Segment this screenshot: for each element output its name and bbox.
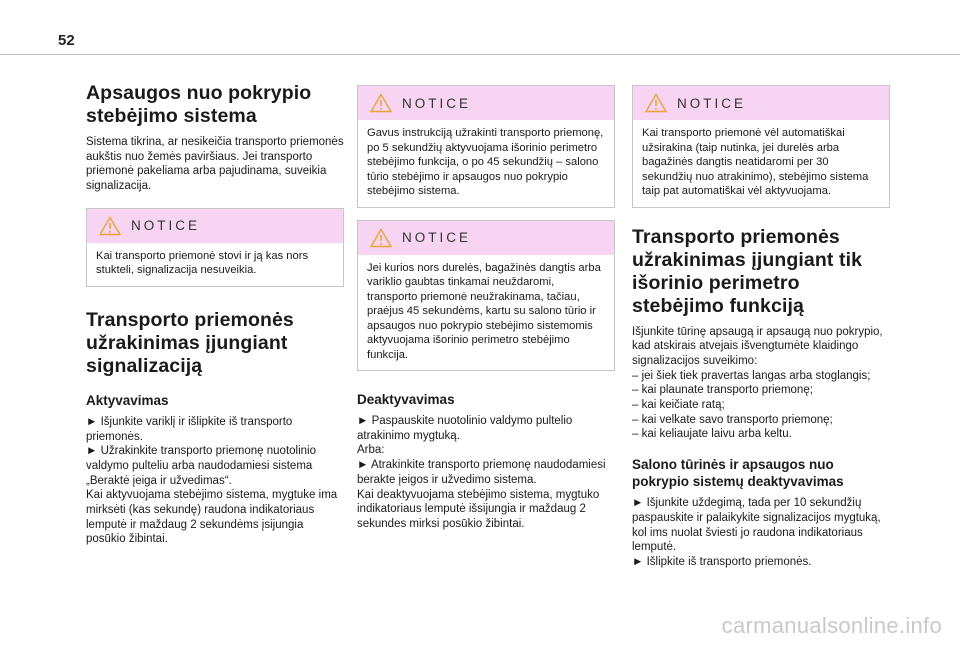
instruction-line: ► Išjunkite uždegimą, tada per 10 sekundžių paspauskite ir palaikykite signalizacijos mygtuką, kol ims nuolat šviesti jo raudona indikatoriaus lemputė. bbox=[632, 497, 881, 554]
warning-triangle-icon bbox=[645, 93, 667, 113]
notice-text: Jei kurios nors durelės, bagažinės dangtis arba variklio gaubtas tinkamai neuždaromi, transporto priemonė neužrakinama, tačiau, praėjus 45 sekundėms, kartu su salono tūrio ir apsaugos nuo pokrypio stebėjimo sistemomis aktyvuojama išorinio perimetro stebėjimo funkcija. bbox=[367, 261, 601, 361]
list-item: – kai keičiate ratą; bbox=[632, 399, 725, 412]
list-item: – kai velkate savo transporto priemonę; bbox=[632, 413, 833, 426]
notice-text: Kai transporto priemonė stovi ir ją kas nors stukteli, signalizacija nesuveikia. bbox=[96, 249, 309, 277]
notice-title: NOTICE bbox=[131, 218, 201, 234]
list-item: – jei šiek tiek pravertas langas arba stoglangis; bbox=[632, 369, 871, 382]
notice-title: NOTICE bbox=[402, 95, 472, 111]
activation-line: ► Užrakinkite transporto priemonę nuotolinio valdymo pulteliu arba naudodamiesi sistema „Beraktė įeiga ir užvedimas“. bbox=[86, 445, 316, 487]
notice-box bbox=[632, 85, 890, 208]
subheading-deactivate-volumetric: Salono tūrinės ir apsaugos nuo pokrypio sistemų deaktyvavimas bbox=[632, 457, 844, 490]
notice-title: NOTICE bbox=[677, 95, 747, 111]
warning-triangle-icon bbox=[370, 93, 392, 113]
activation-text bbox=[86, 415, 344, 547]
column-1 bbox=[86, 68, 344, 547]
watermark: carmanualsonline.info bbox=[721, 613, 942, 638]
warning-triangle-icon bbox=[99, 216, 121, 236]
top-rule bbox=[0, 54, 960, 55]
perimeter-intro-text: Išjunkite tūrinę apsaugą ir apsaugą nuo pokrypio, kad atskirais atvejais išvengtumėte klaidingo signalizacijos suveikimo: bbox=[632, 325, 883, 367]
deactivation-line: Kai deaktyvuojama stebėjimo sistema, mygtuko indikatoriaus lemputė išsijungia ir maždaug 2 sekundes mirksi posūkio žibintai. bbox=[357, 488, 600, 530]
notice-header bbox=[633, 86, 889, 120]
activation-line: ► Išjunkite variklį ir išlipkite iš transporto priemonės. bbox=[86, 415, 293, 443]
section-title-perimeter-only: Transporto priemonės užrakinimas įjungiant tik išorinio perimetro stebėjimo funkciją bbox=[632, 225, 863, 317]
deactivate-volumetric-text bbox=[632, 496, 890, 570]
list-item: – kai keliaujate laivu arba keltu. bbox=[632, 428, 792, 441]
list-item: – kai plaunate transporto priemonę; bbox=[632, 384, 813, 397]
deactivation-line: Arba: bbox=[357, 444, 385, 457]
deactivation-line: ► Atrakinkite transporto priemonę naudodamiesi berakte įeigos ir užvedimo sistema. bbox=[357, 459, 606, 486]
tilt-intro-text: Sistema tikrina, ar nesikeičia transporto priemonės aukštis nuo žemės paviršiaus. Jei transporto priemonė pakeliama arba pajudinama, suveikia signalizacija. bbox=[86, 136, 344, 193]
notice-box bbox=[357, 85, 615, 208]
section-title-tilt-monitoring: Apsaugos nuo pokrypio stebėjimo sistema bbox=[86, 82, 312, 127]
notice-header bbox=[358, 221, 614, 255]
section-title-alarm-locking: Transporto priemonės užrakinimas įjungiant signalizaciją bbox=[86, 308, 294, 377]
situation-list bbox=[632, 369, 890, 443]
instruction-line: ► Išlipkite iš transporto priemonės. bbox=[632, 555, 812, 568]
deactivation-text bbox=[357, 414, 615, 532]
deactivation-line: ► Paspauskite nuotolinio valdymo pultelio atrakinimo mygtuką. bbox=[357, 415, 573, 442]
subheading-activation: Aktyvavimas bbox=[86, 392, 169, 408]
column-2 bbox=[357, 68, 615, 532]
column-3 bbox=[632, 68, 890, 570]
notice-title: NOTICE bbox=[402, 230, 472, 245]
notice-box bbox=[357, 220, 615, 372]
activation-line: Kai aktyvuojama stebėjimo sistema, mygtuke ima mirksėti (kas sekundę) raudona indikatoriaus lemputė ir maždaug 2 sekundėms įsijungia posūkio žibintai. bbox=[86, 489, 338, 546]
warning-triangle-icon bbox=[370, 228, 392, 248]
page-number: 52 bbox=[58, 32, 75, 49]
notice-box bbox=[86, 208, 344, 287]
notice-text: Kai transporto priemonė vėl automatiškai užsirakina (taip nutinka, jei durelės arba bagažinės dangtis neatidaromi per 30 sekundžių nuo atrakinimo), stebėjimo sistema taip pat automatiškai vėl aktyvuojama. bbox=[642, 127, 869, 197]
notice-header bbox=[358, 86, 614, 120]
notice-text: Gavus instrukciją užrakinti transporto priemonę, po 5 sekundžių aktyvuojama išorinio perimetro stebėjimo funkcija, o po 45 sekundžių – salono tūrio stebėjimo ir apsaugos nuo pokrypio stebėjimo sistema. bbox=[367, 127, 604, 197]
notice-header bbox=[87, 209, 343, 243]
subheading-deactivation: Deaktyvavimas bbox=[357, 392, 455, 407]
